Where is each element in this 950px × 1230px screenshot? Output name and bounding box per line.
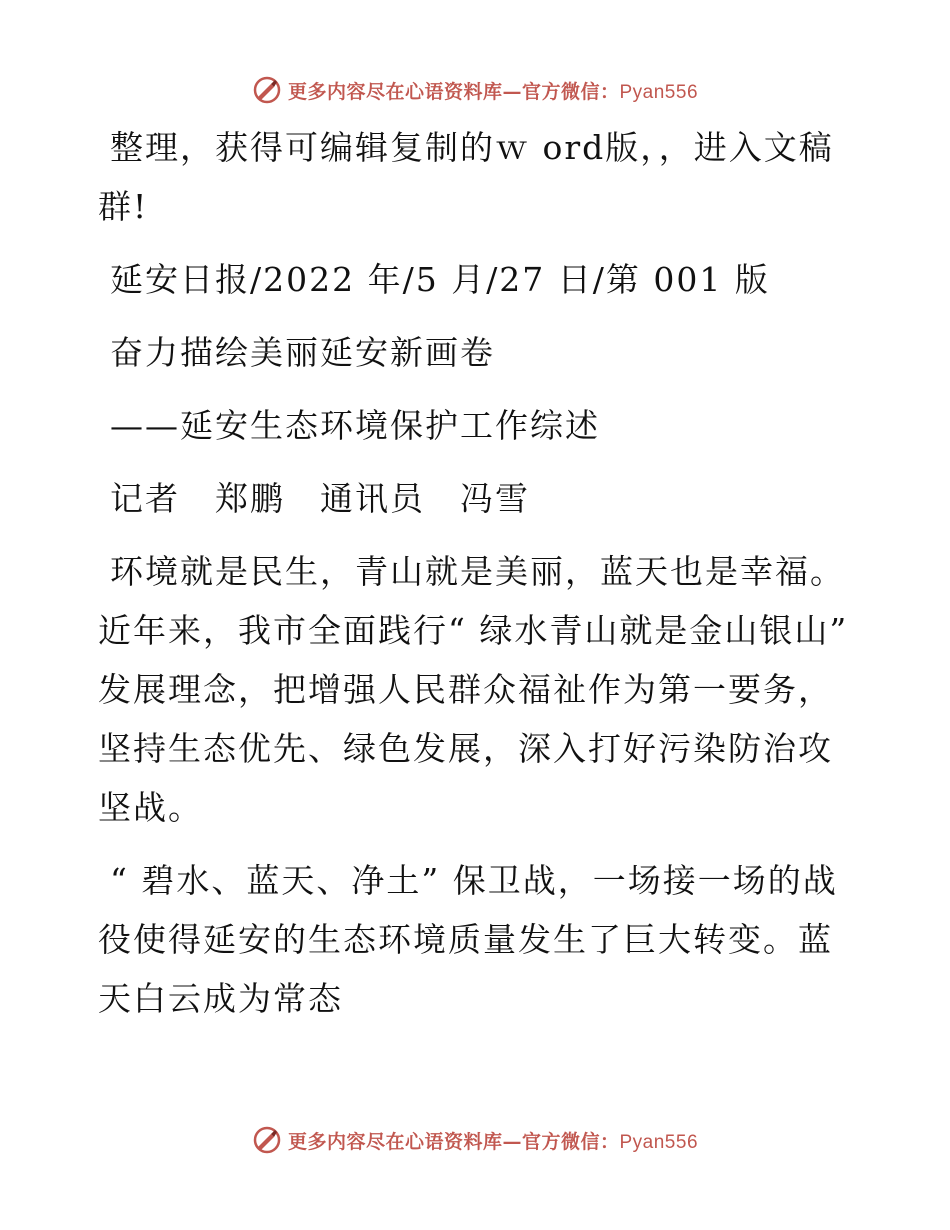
- byline: 记者 郑鹏 通讯员 冯雪: [110, 479, 530, 518]
- watermark-text: 更多内容尽在心语资料库—官方微信：: [287, 1130, 620, 1153]
- header-watermark: [0, 72, 950, 108]
- body-paragraph-2: “ 碧水、蓝天、净土” 保卫战，一场接一场的战役使得延安的生态环境质量发生了巨大转变。蓝天白云成为常态: [98, 861, 838, 1018]
- intro-note: 整理，获得可编辑复制的ｗ ord版，，进入文稿群!: [98, 128, 834, 226]
- source-line: 延安日报/2022 年/5 月/27 日/第 001 版: [110, 260, 770, 299]
- body-paragraph-1: 环境就是民生，青山就是美丽，蓝天也是幸福。近年来，我市全面践行“ 绿水青山就是金山银山” 发展理念，把增强人民群众福祉作为第一要务，坚持生态优先、绿色发展，深入打好污染防治攻坚战。: [98, 552, 849, 827]
- watermark-wechat-id: Pyan556: [619, 81, 699, 103]
- watermark-text: 更多内容尽在心语资料库—官方微信：: [287, 80, 620, 103]
- document-body: [98, 118, 858, 1028]
- footer-watermark: [0, 1122, 950, 1158]
- pen-nib-circle-icon: [252, 75, 282, 105]
- watermark-wechat-id: Pyan556: [619, 1131, 699, 1153]
- article-title: 奋力描绘美丽延安新画卷: [110, 333, 495, 372]
- pen-nib-circle-icon: [252, 1125, 282, 1155]
- article-subtitle: ——延安生态环境保护工作综述: [110, 406, 600, 445]
